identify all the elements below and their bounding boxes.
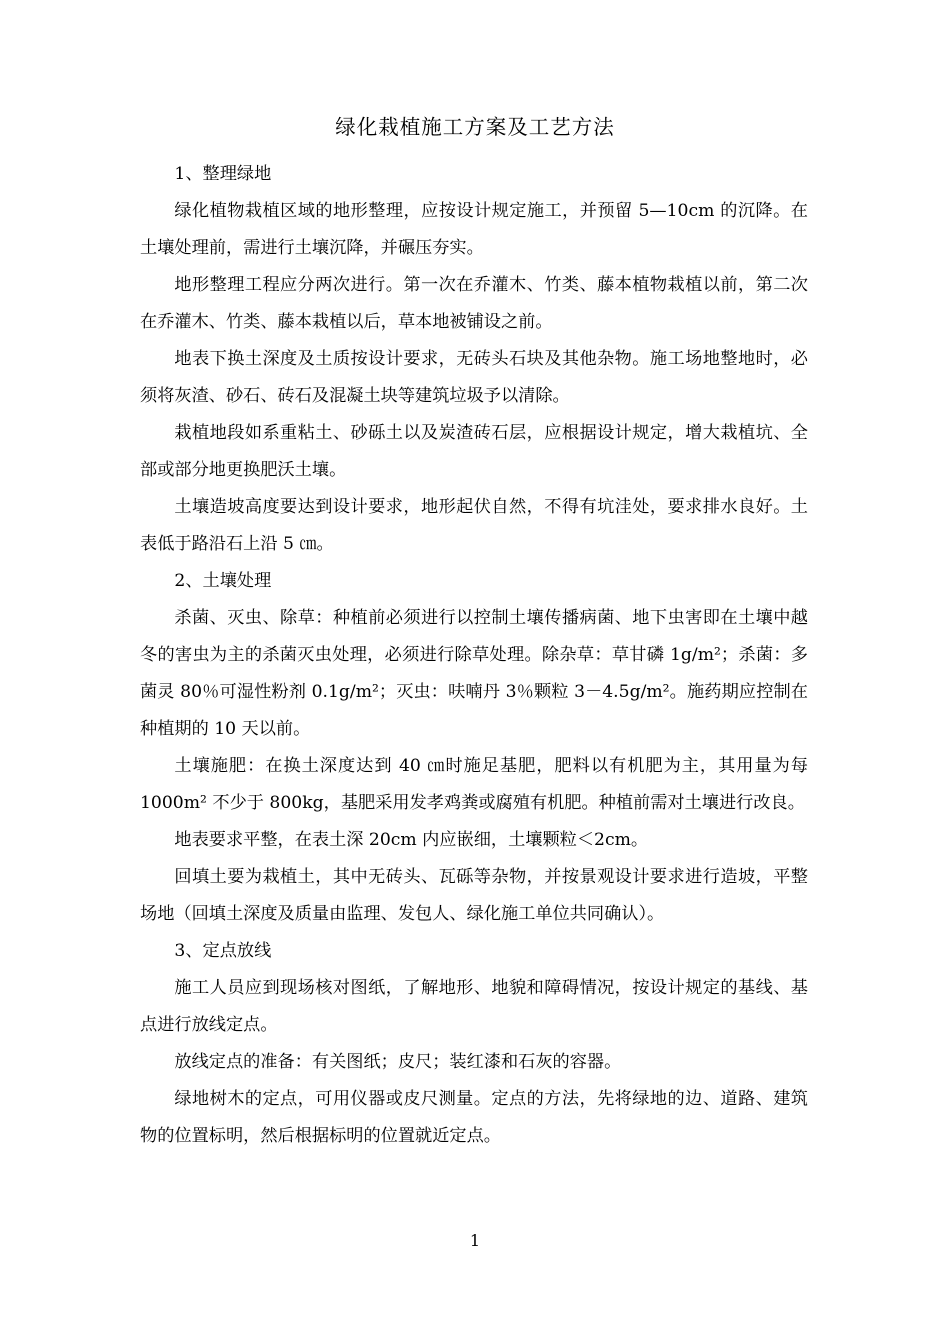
paragraph: 地表下换土深度及土质按设计要求，无砖头石块及其他杂物。施工场地整地时，必须将灰渣、砂石、砖石及混凝土块等建筑垃圾予以清除。: [140, 349, 808, 406]
paragraph: 放线定点的准备：有关图纸；皮尺；装红漆和石灰的容器。: [174, 1052, 622, 1072]
paragraph: 杀菌、灭虫、除草：种植前必须进行以控制土壤传播病菌、地下虫害即在土壤中越冬的害虫为主的杀菌灭虫处理，必须进行除草处理。除杂草：草甘磷 1g/m²；杀菌：多菌灵 80％可湿性粉剂 0.1g/m²；灭虫：呋喃丹 3％颗粒 3－4.5g/m²。施药期应控制在种植期的 10 天以前。: [140, 608, 808, 739]
document-body: [140, 156, 808, 1155]
paragraph: 地表要求平整，在表土深 20cm 内应嵌细，土壤颗粒＜2cm。: [174, 830, 649, 850]
section-heading-2: 2、土壤处理: [174, 571, 272, 591]
paragraph: 地形整理工程应分两次进行。第一次在乔灌木、竹类、藤本植物栽植以前，第二次在乔灌木、竹类、藤本栽植以后，草本地被铺设之前。: [140, 275, 808, 332]
paragraph: 土壤施肥：在换土深度达到 40 ㎝时施足基肥，肥料以有机肥为主，其用量为每 1000m² 不少于 800kg，基肥采用发孝鸡粪或腐殖有机肥。种植前需对土壤进行改良。: [140, 756, 808, 813]
page-number: 1: [469, 1231, 481, 1250]
paragraph: 绿地树木的定点，可用仪器或皮尺测量。定点的方法，先将绿地的边、道路、建筑物的位置标明，然后根据标明的位置就近定点。: [140, 1089, 808, 1146]
section-heading-1: 1、整理绿地: [174, 164, 272, 184]
paragraph: 栽植地段如系重粘土、砂砾土以及炭渣砖石层，应根据设计规定，增大栽植坑、全部或部分地更换肥沃土壤。: [140, 423, 808, 480]
paragraph: 土壤造坡高度要达到设计要求，地形起伏自然，不得有坑洼处，要求排水良好。土表低于路沿石上沿 5 ㎝。: [140, 497, 808, 554]
section-heading-3: 3、定点放线: [174, 941, 272, 961]
paragraph: 回填土要为栽植土，其中无砖头、瓦砾等杂物，并按景观设计要求进行造坡，平整场地（回填土深度及质量由监理、发包人、绿化施工单位共同确认）。: [140, 867, 808, 924]
paragraph: 绿化植物栽植区域的地形整理，应按设计规定施工，并预留 5—10cm 的沉降。在土壤处理前，需进行土壤沉降，并碾压夯实。: [140, 201, 808, 258]
paragraph: 施工人员应到现场核对图纸，了解地形、地貌和障碍情况，按设计规定的基线、基点进行放线定点。: [140, 978, 808, 1035]
document-title: 绿化栽植施工方案及工艺方法: [335, 115, 615, 139]
